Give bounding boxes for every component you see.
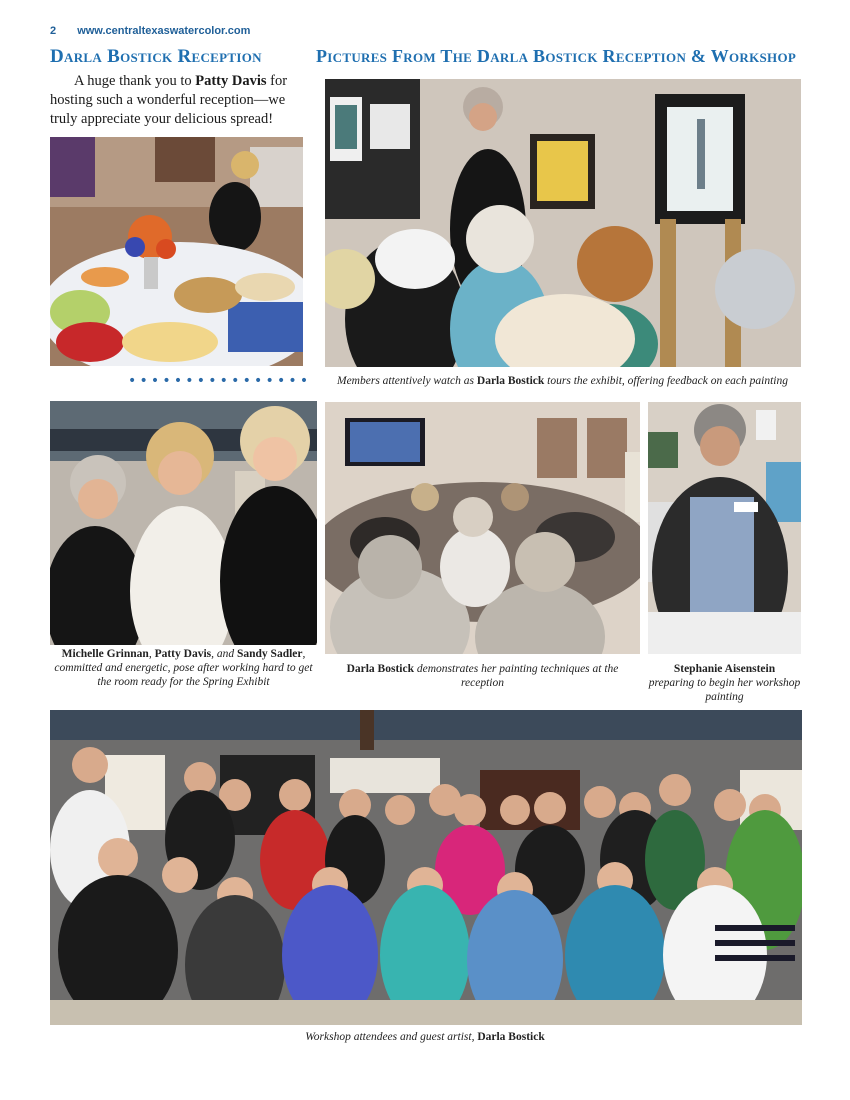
caption-demo-name: Darla Bostick [346, 663, 414, 675]
caption-painting-demo [335, 662, 630, 690]
photo-exhibit-tour [325, 79, 801, 367]
photo-stephanie [648, 402, 801, 654]
caption-group-workshop [250, 1030, 600, 1044]
caption-exhibit-pre: Members attentively watch as [337, 375, 477, 387]
caption-stephanie-name: Stephanie Aisenstein [673, 663, 776, 675]
divider-dots: •••••••••••••••• [128, 373, 312, 389]
caption-three-women [50, 647, 317, 689]
photo-three-women [50, 401, 317, 645]
intro-suffix: for hosting such a wonderful reception—we truly appreciate your delicious spread! [50, 73, 288, 127]
caption-trio-name1: Michelle Grinnan [61, 648, 149, 660]
caption-exhibit-tour [310, 374, 815, 388]
caption-group-pre: Workshop attendees and guest artist, [305, 1031, 478, 1043]
photo-painting-demo [325, 402, 640, 654]
caption-stephanie [648, 662, 801, 704]
caption-stephanie-post: preparing to begin her workshop painting [648, 677, 801, 703]
photo-group-workshop [50, 710, 802, 1025]
left-section-title: Darla Bostick Reception [50, 46, 262, 67]
intro-paragraph [50, 72, 302, 129]
right-section-title: Pictures From The Darla Bostick Reception & Workshop [316, 46, 797, 66]
caption-trio-name2: Patty Davis [154, 648, 212, 660]
caption-trio-sep2: , and [211, 648, 237, 660]
caption-group-name: Darla Bostick [477, 1031, 545, 1043]
page-header [50, 25, 250, 37]
intro-name: Patty Davis [195, 73, 267, 89]
caption-exhibit-post: tours the exhibit, offering feedback on each painting [544, 375, 788, 387]
caption-exhibit-name: Darla Bostick [476, 375, 545, 387]
caption-trio-post: , committed and energetic, pose after working hard to get the room ready for the Spring Exhibit [54, 648, 313, 688]
caption-demo-post: demonstrates her painting techniques at the reception [413, 663, 619, 689]
intro-prefix: A huge thank you to [74, 73, 196, 89]
site-url[interactable]: www.centraltexaswatercolor.com [77, 25, 251, 37]
photo-reception [50, 137, 303, 366]
caption-trio-sep1: , [148, 648, 155, 660]
caption-trio-name3: Sandy Sadler [237, 648, 303, 660]
page-number: 2 [50, 25, 57, 37]
